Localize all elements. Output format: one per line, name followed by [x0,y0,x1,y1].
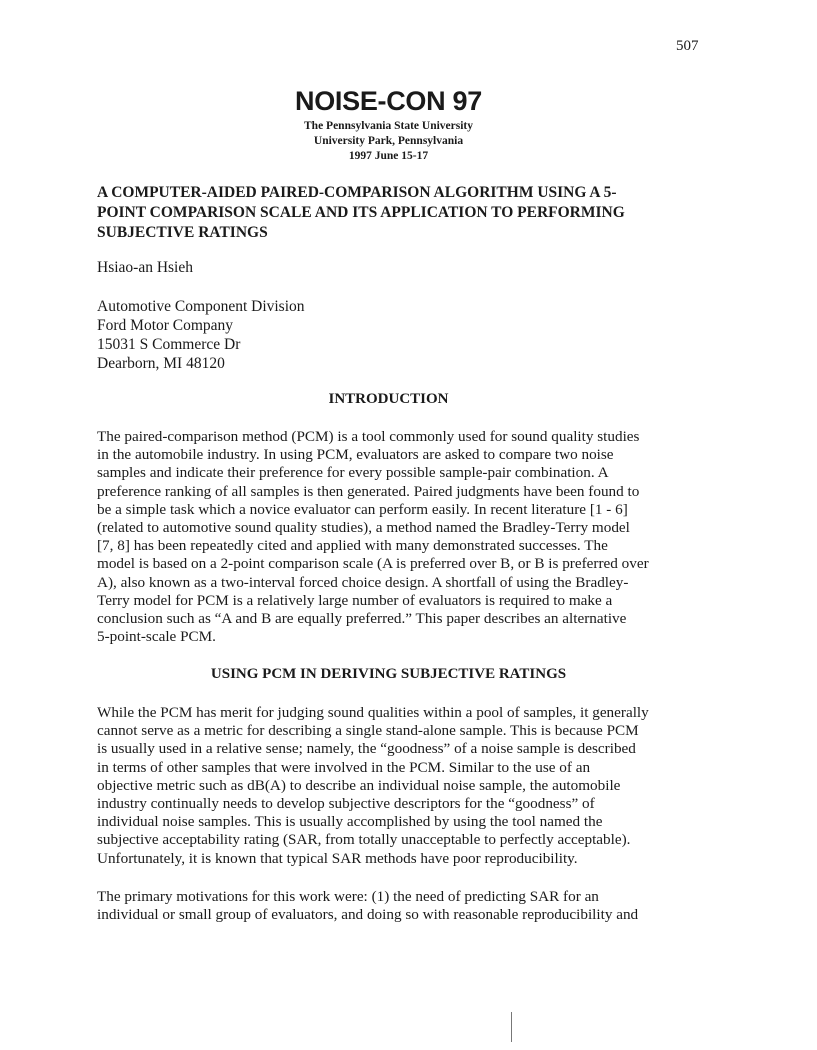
affiliation-line: 15031 S Commerce Dr [97,336,241,353]
paragraph-line: in terms of other samples that were involved in the PCM. Similar to the use of an [97,758,591,776]
paper-title [97,183,687,243]
motivation-paragraph [97,888,673,924]
page-number: 507 [676,38,699,54]
paragraph-line: 5-point-scale PCM. [97,628,216,646]
paragraph-line: The primary motivations for this work were: (1) the need of predicting SAR for an [97,888,599,905]
paragraph-line: subjective acceptability rating (SAR, from totally unacceptable to perfectly acceptable). [97,831,631,849]
introduction-heading: INTRODUCTION [328,391,449,407]
paper-title-line: POINT COMPARISON SCALE AND ITS APPLICATION TO PERFORMING [97,204,625,221]
paragraph-line: industry continually needs to develop subjective descriptors for the “goodness” of [97,795,595,813]
paper-title-line: A COMPUTER-AIDED PAIRED-COMPARISON ALGORITHM USING A 5- [97,184,617,201]
affiliation-line: Dearborn, MI 48120 [97,355,225,372]
scan-mark [511,1012,512,1042]
paragraph-line: samples and indicate their preference for every possible sample-pair combination. A [97,464,609,482]
paragraph-line: A), also known as a two-interval forced choice design. A shortfall of using the Bradley- [97,573,629,591]
paragraph-line: While the PCM has merit for judging sound qualities within a pool of samples, it generally [97,704,649,721]
conference-date: 1997 June 15-17 [348,150,429,162]
conference-title: NOISE-CON 97 [295,86,482,116]
paragraph-line: preference ranking of all samples is then generated. Paired judgments have been found to [97,482,640,500]
pcm-paragraph [97,704,673,868]
paragraph-line: objective metric such as dB(A) to describe an individual noise sample, the automobile [97,776,621,794]
affiliation-line: Ford Motor Company [97,317,234,334]
introduction-paragraph [97,428,673,646]
paragraph-line: (related to automotive sound quality studies), a method named the Bradley-Terry model [97,519,630,537]
paragraph-line: individual or small group of evaluators, and doing so with reasonable reproducibility and [97,906,639,924]
paragraph-line: conclusion such as “A and B are equally preferred.” This paper describes an alternative [97,610,627,628]
paragraph-line: be a simple task which a novice evaluator can perform easily. In recent literature [1 - 6] [97,500,628,518]
paragraph-line: Unfortunately, it is known that typical SAR methods have poor reproducibility. [97,849,578,867]
conference-university: The Pennsylvania State University [304,120,473,132]
author-affiliation [97,297,305,373]
paragraph-line: Terry model for PCM is a relatively large number of evaluators is required to make a [97,591,613,609]
conference-location: University Park, Pennsylvania [313,135,464,147]
paragraph-line: individual noise samples. This is usually accomplished by using the tool named the [97,813,603,831]
paragraph-line: in the automobile industry. In using PCM, evaluators are asked to compare two noise [97,446,614,464]
paragraph-line: model is based on a 2-point comparison scale (A is preferred over B, or B is preferred over [97,555,649,573]
paragraph-line: is usually used in a relative sense; namely, the “goodness” of a noise sample is described [97,740,636,758]
paragraph-line: cannot serve as a metric for describing a single stand-alone sample. This is because PCM [97,722,639,740]
author-name: Hsiao-an Hsieh [97,259,193,276]
affiliation-line: Automotive Component Division [97,298,305,315]
paragraph-line: [7, 8] has been repeatedly cited and applied with many demonstrated successes. The [97,537,608,555]
paragraph-line: The paired-comparison method (PCM) is a tool commonly used for sound quality studies [97,428,640,445]
paper-title-line: SUBJECTIVE RATINGS [97,224,268,241]
pcm-heading: USING PCM IN DERIVING SUBJECTIVE RATINGS [210,666,567,682]
conference-info [0,119,777,164]
